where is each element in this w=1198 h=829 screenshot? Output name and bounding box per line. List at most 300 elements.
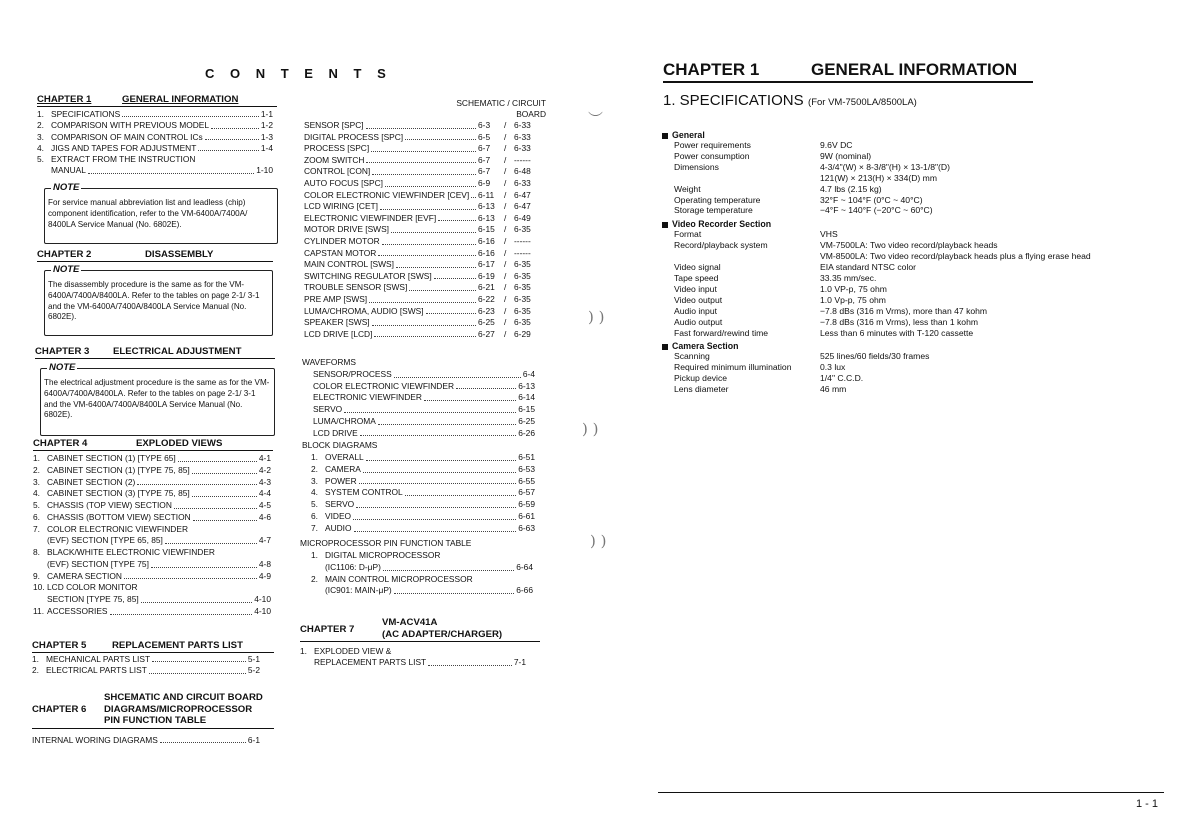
board-page: 6-33 (514, 131, 531, 142)
leader-dots (378, 255, 476, 256)
toc-entry-page: 7-1 (513, 657, 526, 668)
toc-entry-number: 9. (33, 570, 40, 581)
toc-entry-label: CHASSIS (BOTTOM VIEW) SECTION (47, 511, 191, 522)
spec-row (662, 362, 1162, 373)
spec-row (662, 384, 1162, 395)
waveforms-title: WAVEFORMS (302, 357, 356, 367)
toc-entry-page: 4-2 (258, 464, 271, 475)
schematic-page: 6-13 (478, 212, 495, 223)
board-page: 6-48 (514, 166, 531, 177)
spec-key: Scanning (674, 351, 710, 362)
leader-dots (198, 150, 259, 151)
board-page: ------ (514, 247, 531, 258)
page-number: 1 - 1 (1136, 798, 1159, 810)
schematic-page: 6-22 (478, 293, 495, 304)
toc-entry[interactable] (33, 606, 271, 618)
chapter-2-title: DISASSEMBLY (145, 249, 214, 260)
spec-value: VM-8500LA: Two video record/playback heads plus a flying erase head (820, 251, 1091, 262)
toc-entry-label: EXPLODED VIEW & (314, 646, 392, 656)
spec-key: Video signal (674, 262, 721, 273)
leader-dots (385, 186, 476, 187)
note-label: NOTE (49, 362, 76, 373)
toc-entry[interactable] (37, 109, 273, 120)
spec-row (662, 284, 1162, 295)
schematic-entry[interactable] (304, 236, 538, 248)
spec-row (662, 351, 1162, 362)
toc-entry-number: 2. (33, 464, 40, 475)
leader-dots (205, 139, 259, 140)
schematic-entry-label: MAIN CONTROL [SWS] (304, 259, 394, 270)
toc-entry-page: 4-8 (258, 558, 271, 569)
toc-entry[interactable] (33, 524, 271, 536)
schematic-page: 6-15 (478, 224, 495, 235)
toc-entry[interactable] (32, 654, 260, 665)
schematic-entry-label: ZOOM SWITCH (304, 154, 365, 165)
toc-entry-label: REPLACEMENT PARTS LIST (314, 657, 427, 668)
bullet-square-icon (662, 222, 668, 228)
leader-dots (394, 593, 515, 594)
spec-value: EIA standard NTSC color (820, 262, 917, 273)
spec-row (662, 229, 1162, 240)
leader-dots (382, 244, 476, 245)
spec-value: 32°F ~ 104°F (0°C ~ 40°C) (820, 194, 923, 205)
bullet-square-icon (662, 133, 668, 139)
schematic-entry[interactable] (304, 201, 538, 213)
schematic-entry[interactable] (304, 132, 538, 144)
board-page: 6-35 (514, 317, 531, 328)
schematic-page: 6-16 (478, 247, 495, 258)
chapter-4-list (33, 453, 271, 618)
page-separator: / (504, 201, 507, 212)
toc-entry-label: (EVF) SECTION [TYPE 65, 85] (47, 535, 163, 546)
board-page: 6-35 (514, 305, 531, 316)
binding-mark: ) ) (582, 420, 599, 438)
spec-value: 33.35 mm/sec. (820, 272, 877, 283)
toc-entry[interactable] (37, 165, 273, 176)
toc-entry[interactable] (300, 657, 526, 668)
spec-value: VM-7500LA: Two video record/playback heads (820, 240, 998, 251)
board-page: 6-35 (514, 270, 531, 281)
schematic-entry[interactable] (304, 317, 538, 329)
toc-entry[interactable] (37, 132, 273, 143)
toc-entry[interactable] (33, 559, 271, 571)
schematic-page: 6-7 (478, 154, 491, 165)
schematic-entry-label: CYLINDER MOTOR (304, 235, 380, 246)
toc-entry-label: VIDEO (325, 510, 352, 521)
toc-entry[interactable] (32, 665, 260, 676)
spec-row (662, 373, 1162, 384)
right-chapter-heading (663, 60, 1033, 83)
toc-entry-label: MECHANICAL PARTS LIST (46, 654, 151, 664)
schematic-entry-label: LUMA/CHROMA, AUDIO [SWS] (304, 305, 424, 316)
spec-value: 525 lines/60 fields/30 frames (820, 351, 930, 362)
toc-entry[interactable] (300, 646, 526, 657)
toc-entry-page: 4-6 (258, 511, 271, 522)
toc-entry[interactable] (33, 453, 271, 465)
chapter-5-heading (32, 640, 274, 653)
toc-entry-label: LCD DRIVE (313, 427, 358, 438)
spec-key: Format (674, 229, 702, 240)
leader-dots (391, 232, 476, 233)
board-page: 6-35 (514, 259, 531, 270)
spec-row (662, 151, 1162, 162)
toc-entry-number: 1. (311, 550, 318, 560)
contents-title: C O N T E N T S (205, 66, 389, 81)
schematic-page: 6-25 (478, 317, 495, 328)
toc-entry[interactable] (33, 500, 271, 512)
leader-dots (405, 139, 476, 140)
toc-entry-label: AUDIO (325, 522, 352, 533)
spec-key: Video input (674, 283, 717, 294)
toc-entry-page: 6-63 (518, 522, 535, 533)
leader-dots (405, 495, 517, 496)
toc-entry[interactable] (33, 488, 271, 500)
leader-dots (124, 578, 257, 579)
toc-entry-page: 6-51 (518, 452, 535, 462)
chapter-4-heading (33, 438, 273, 451)
leader-dots (356, 507, 516, 508)
toc-entry[interactable] (33, 594, 271, 606)
spec-key: Dimensions (674, 161, 719, 172)
chapter-7-title-line-2: (AC ADAPTER/CHARGER) (382, 628, 503, 640)
leader-dots (359, 483, 517, 484)
chapter-6-title-line-3: PIN FUNCTION TABLE (32, 715, 274, 729)
toc-entry[interactable] (311, 585, 533, 597)
toc-entry-number: 11. (33, 605, 45, 616)
page-separator: / (504, 177, 507, 188)
toc-entry-label: JIGS AND TAPES FOR ADJUSTMENT (51, 142, 197, 153)
spec-value: −7.8 dBs (316 m Vrms), less than 1 kohm (820, 316, 979, 327)
leader-dots (378, 424, 516, 425)
toc-entry-page: 6-1 (247, 735, 260, 745)
toc-entry[interactable] (313, 369, 535, 381)
leader-dots (372, 174, 476, 175)
toc-entry[interactable] (311, 499, 535, 511)
schematic-entry[interactable] (304, 329, 538, 341)
leader-dots (366, 460, 517, 461)
chapter-2-number: CHAPTER 2 (37, 249, 92, 260)
chapter-3-note (40, 362, 275, 436)
leader-dots (192, 496, 257, 497)
toc-entry-number: 3. (37, 131, 44, 142)
page-separator: / (504, 143, 507, 154)
leader-dots (456, 388, 516, 389)
leader-dots (366, 128, 476, 129)
toc-entry-label: POWER (325, 475, 357, 486)
schematic-entry[interactable] (304, 155, 538, 167)
schematic-entry[interactable] (304, 120, 538, 132)
toc-entry-page: 4-3 (258, 476, 271, 487)
toc-entry[interactable] (33, 477, 271, 489)
spec-key: Tape speed (674, 272, 719, 283)
schematic-entry[interactable] (304, 224, 538, 236)
board-page: 6-47 (514, 201, 531, 212)
board-page: 6-33 (514, 177, 531, 188)
spec-group-title: Camera Section (672, 341, 739, 352)
toc-entry-page: 6-59 (518, 499, 535, 510)
leader-dots (193, 520, 257, 521)
chapter-1-list (37, 109, 273, 177)
micro-table-list (311, 550, 533, 597)
leader-dots (360, 435, 517, 436)
toc-entry[interactable] (33, 571, 271, 583)
toc-entry[interactable] (37, 120, 273, 131)
schematic-page: 6-11 (478, 189, 495, 200)
schematic-entry-label: CONTROL [CON] (304, 166, 371, 177)
leader-dots (110, 614, 253, 615)
leader-dots (372, 325, 476, 326)
toc-entry[interactable] (313, 404, 535, 416)
toc-entry-page: 4-4 (258, 488, 271, 499)
page-separator: / (504, 235, 507, 246)
toc-entry-number: 4. (33, 488, 40, 499)
toc-entry-page: 6-55 (518, 475, 535, 486)
toc-entry[interactable] (33, 547, 271, 559)
toc-entry[interactable] (37, 154, 273, 165)
toc-entry-number: 2. (37, 120, 44, 131)
toc-entry[interactable] (33, 465, 271, 477)
spec-row (662, 195, 1162, 206)
toc-entry[interactable] (311, 511, 535, 523)
waveforms-list (313, 369, 535, 439)
leader-dots (369, 302, 476, 303)
toc-entry[interactable] (311, 574, 533, 586)
toc-entry-page: 6-15 (518, 404, 535, 415)
toc-entry-label: (IC1106: D-μP) (325, 561, 381, 572)
toc-entry[interactable] (313, 392, 535, 404)
spec-value: VHS (820, 229, 838, 240)
binding-mark: ︶ (588, 110, 604, 128)
spec-row (662, 140, 1162, 151)
toc-entry-number: 2. (311, 573, 318, 584)
right-chapter-title: GENERAL INFORMATION (811, 60, 1018, 79)
schematic-entry[interactable] (304, 248, 538, 260)
page-footer-rule (658, 792, 1164, 793)
toc-entry-label: CABINET SECTION (1) [TYPE 65] (47, 453, 176, 463)
toc-entry-label: SECTION [TYPE 75, 85] (47, 594, 139, 604)
leader-dots (363, 472, 516, 473)
chapter-1-note (44, 182, 278, 244)
schematic-entry-label: LCD WIRING [CET] (304, 201, 378, 212)
spec-value: 46 mm (820, 384, 847, 395)
leader-dots (353, 519, 516, 520)
schematic-header-line-2: BOARD (516, 109, 546, 119)
toc-entry[interactable] (33, 512, 271, 524)
toc-entry-page: 5-2 (247, 665, 260, 676)
toc-entry-label: CABINET SECTION (1) [TYPE 75, 85] (47, 464, 190, 475)
board-page: 6-35 (514, 282, 531, 293)
toc-entry-label: CHASSIS (TOP VIEW) SECTION (47, 500, 172, 510)
toc-entry-page: 6-13 (518, 380, 535, 391)
chapter-5-number: CHAPTER 5 (32, 640, 87, 651)
schematic-page: 6-7 (478, 166, 491, 177)
spec-row (662, 328, 1162, 339)
schematic-list (304, 120, 538, 340)
toc-entry-number: 1. (32, 654, 39, 664)
leader-dots (174, 508, 257, 509)
schematic-page: 6-5 (478, 131, 491, 142)
note-label: NOTE (53, 264, 80, 275)
leader-dots (366, 162, 476, 163)
leader-dots (428, 665, 512, 666)
toc-entry[interactable] (37, 143, 273, 154)
toc-entry[interactable] (311, 476, 535, 488)
toc-entry-number: 1. (300, 646, 307, 656)
toc-entry-page: 1-3 (260, 131, 273, 142)
chapter-2-note (44, 264, 273, 336)
toc-entry-label: MANUAL (51, 165, 86, 176)
page-separator: / (504, 247, 507, 258)
spec-group-title: Video Recorder Section (672, 219, 772, 230)
page-separator: / (504, 120, 507, 130)
schematic-page: 6-3 (478, 120, 491, 130)
spec-value: 121(W) × 213(H) × 334(D) mm (820, 172, 938, 183)
leader-dots (137, 484, 257, 485)
schematic-page: 6-16 (478, 235, 495, 246)
toc-entry-label: DIGITAL MICROPROCESSOR (325, 550, 441, 560)
toc-entry-label: COMPARISON WITH PREVIOUS MODEL (51, 120, 210, 131)
board-page: ------ (514, 235, 531, 246)
spec-key: Power requirements (674, 140, 751, 150)
schematic-entry[interactable] (304, 166, 538, 178)
spec-row (662, 262, 1162, 273)
leader-dots (396, 267, 476, 268)
toc-entry-label: ACCESSORIES (47, 605, 108, 616)
schematic-entry-label: SPEAKER [SWS] (304, 317, 370, 328)
board-page: 6-35 (514, 293, 531, 304)
schematic-entry[interactable] (304, 259, 538, 271)
toc-entry-label: EXTRACT FROM THE INSTRUCTION (51, 154, 196, 165)
toc-entry-label: (EVF) SECTION [TYPE 75] (47, 558, 149, 569)
chapter-5-list (32, 654, 260, 677)
schematic-entry-label: AUTO FOCUS [SPC] (304, 177, 383, 188)
spec-group-heading (662, 341, 1162, 351)
board-page: 6-47 (514, 189, 531, 200)
leader-dots (88, 173, 254, 174)
toc-entry-label: ELECTRONIC VIEWFINDER (313, 392, 422, 403)
spec-row (662, 205, 1162, 216)
schematic-page: 6-7 (478, 143, 491, 154)
spec-key: Operating temperature (674, 194, 761, 205)
toc-entry-label: BLACK/WHITE ELECTRONIC VIEWFINDER (47, 547, 215, 557)
toc-entry[interactable] (311, 550, 533, 562)
spec-group-heading (662, 130, 1162, 140)
toc-entry-number: 5. (37, 154, 44, 165)
spec-row (662, 184, 1162, 195)
spec-key: Power consumption (674, 150, 750, 161)
toc-entry-label: ELECTRICAL PARTS LIST (46, 665, 147, 676)
page-separator: / (504, 293, 507, 304)
schematic-entry[interactable] (304, 143, 538, 155)
spec-value: 4.7 lbs (2.15 kg) (820, 183, 882, 194)
schematic-page: 6-17 (478, 259, 495, 270)
spec-row (662, 162, 1162, 173)
schematic-page: 6-21 (478, 282, 495, 293)
spec-key (674, 173, 820, 184)
schematic-entry[interactable] (304, 282, 538, 294)
chapter-5-title: REPLACEMENT PARTS LIST (112, 640, 243, 651)
spec-section-title (663, 92, 917, 110)
toc-entry-page: 6-25 (518, 415, 535, 426)
spec-row (662, 240, 1162, 251)
schematic-page: 6-27 (478, 328, 495, 339)
toc-entry-number: 6. (311, 510, 318, 521)
schematic-entry[interactable] (304, 213, 538, 225)
toc-entry[interactable] (311, 452, 535, 464)
spec-key: Required minimum illumination (674, 362, 792, 373)
schematic-entry-label: PRE AMP [SWS] (304, 293, 368, 304)
page-separator: / (504, 154, 507, 165)
toc-entry[interactable] (311, 523, 535, 535)
spec-row (662, 273, 1162, 284)
schematic-entry[interactable] (304, 271, 538, 283)
toc-entry-number: 1. (311, 452, 318, 462)
schematic-entry[interactable] (304, 178, 538, 190)
spec-key: Record/playback system (674, 240, 768, 251)
toc-entry-label: MAIN CONTROL MICROPROCESSOR (325, 573, 473, 584)
toc-entry[interactable] (313, 381, 535, 393)
schematic-entry-label: TROUBLE SENSOR [SWS] (304, 282, 408, 293)
toc-entry[interactable] (311, 562, 533, 574)
toc-entry-label: SPECIFICATIONS (51, 109, 121, 119)
micro-table-title: MICROPROCESSOR PIN FUNCTION TABLE (300, 538, 472, 548)
leader-dots (426, 313, 476, 314)
toc-entry[interactable] (313, 416, 535, 428)
page-separator: / (504, 259, 507, 270)
chapter-3-number: CHAPTER 3 (35, 346, 90, 357)
toc-entry-number: 6. (33, 511, 40, 522)
schematic-header (440, 98, 546, 120)
toc-entry-label: CABINET SECTION (2) (47, 476, 136, 487)
chapter-2-heading (37, 249, 273, 262)
leader-dots (178, 461, 257, 462)
spec-value: 1.0 VP-p, 75 ohm (820, 283, 887, 294)
leader-dots (354, 531, 517, 532)
spec-group-title: General (672, 130, 705, 140)
toc-entry-number: 2. (32, 665, 39, 676)
toc-entry[interactable] (313, 428, 535, 440)
leader-dots (380, 209, 476, 210)
chapter-3-heading (35, 346, 275, 359)
spec-row (662, 317, 1162, 328)
schematic-entry[interactable] (304, 306, 538, 318)
leader-dots (344, 412, 516, 413)
page-separator: / (504, 328, 507, 339)
chapter-1-number: CHAPTER 1 (37, 94, 92, 105)
schematic-entry-label: CAPSTAN MOTOR (304, 247, 377, 258)
toc-entry[interactable] (33, 582, 271, 594)
page-separator: / (504, 305, 507, 316)
toc-entry[interactable] (311, 464, 535, 476)
toc-entry[interactable] (33, 535, 271, 547)
toc-entry-number: 5. (311, 499, 318, 510)
leader-dots (165, 543, 257, 544)
schematic-page: 6-23 (478, 305, 495, 316)
spec-key: Pickup device (674, 373, 728, 384)
bullet-square-icon (662, 344, 668, 350)
page-separator: / (504, 282, 507, 293)
toc-entry-number: 5. (33, 500, 40, 510)
schematic-entry[interactable] (304, 294, 538, 306)
spec-key: Weight (674, 183, 701, 194)
toc-entry[interactable] (32, 735, 260, 746)
schematic-entry-label: SENSOR [SPC] (304, 120, 364, 130)
toc-entry[interactable] (311, 487, 535, 499)
toc-entry-label: INTERNAL WORING DIAGRAMS (32, 735, 158, 745)
toc-entry-page: 6-4 (522, 369, 535, 379)
schematic-entry[interactable] (304, 190, 538, 202)
toc-entry-page: 6-57 (518, 487, 535, 498)
